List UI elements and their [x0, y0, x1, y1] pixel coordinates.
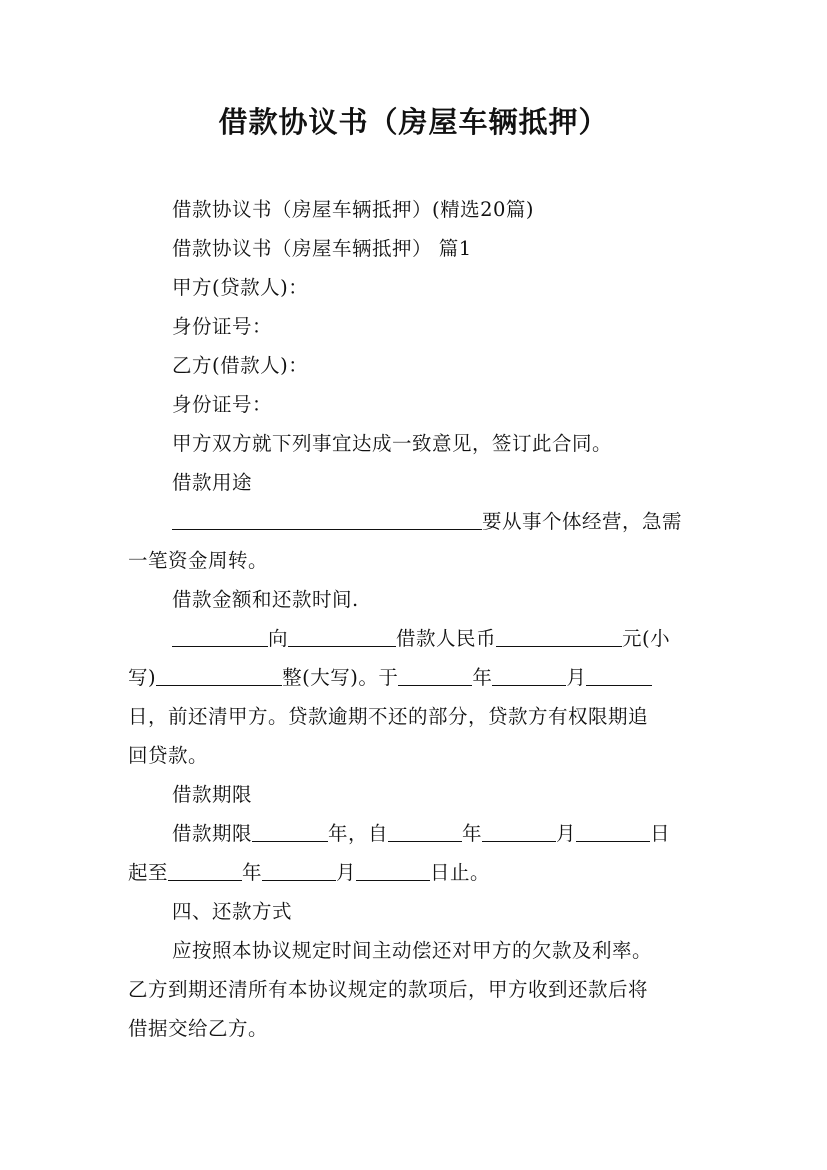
year-text: 年: [472, 666, 493, 689]
loan-term-line-1: [128, 820, 752, 848]
repayment-method-text-continued: 乙方到期还清所有本协议规定的款项后，甲方收到还款后将: [128, 978, 649, 1001]
month-blank: [492, 665, 566, 686]
loan-amount-line-1: [128, 625, 752, 653]
agreement-statement-text: 甲方双方就下列事宜达成一致意见，签订此合同。: [172, 432, 613, 455]
repayment-method-heading-text: 四、还款方式: [172, 900, 293, 923]
start-month-text: 月: [556, 822, 577, 845]
purpose-text-continued: 一笔资金周转。: [128, 549, 269, 572]
subtitle-text: 借款协议书（房屋车辆抵押）(精选20篇): [172, 198, 535, 221]
month-text: 月: [566, 666, 587, 689]
lender-name-blank: [172, 626, 268, 647]
loan-purpose-line-2: [128, 547, 708, 575]
year-blank: [398, 665, 472, 686]
amount-figures-blank: [496, 626, 622, 647]
amount-words-blank: [156, 665, 282, 686]
subtitle-line: [128, 196, 752, 224]
borrow-rmb-text: 借款人民币: [396, 627, 497, 650]
lender-id-text: 身份证号：: [172, 315, 273, 338]
year-from-text: 年，自: [328, 822, 389, 845]
end-day-blank: [356, 860, 430, 881]
loan-term-text: 借款期限: [172, 822, 253, 845]
repayment-method-line-2: [128, 976, 708, 1004]
repay-clause-text: 日，前还清甲方。贷款逾期不还的部分，贷款方有权限期追: [128, 705, 649, 728]
figures-close-text: 写): [128, 666, 157, 689]
start-month-blank: [482, 821, 556, 842]
borrower-name-blank: [288, 626, 396, 647]
repayment-method-line-3: [128, 1015, 708, 1043]
borrower-id-label: [128, 391, 752, 419]
loan-term-line-2: [128, 859, 708, 887]
start-day-text: 日: [650, 822, 671, 845]
start-day-blank: [576, 821, 650, 842]
yuan-text: 元(小: [622, 627, 671, 650]
lender-label-text: 甲方(贷款人)：: [172, 276, 309, 299]
loan-term-heading-text: 借款期限: [172, 783, 253, 806]
purpose-blank: [172, 509, 482, 530]
start-year-blank: [388, 821, 462, 842]
end-month-text: 月: [336, 861, 357, 884]
to-text: 向: [268, 627, 289, 650]
purpose-text: 要从事个体经营，急需: [482, 510, 683, 533]
end-year-blank: [168, 860, 242, 881]
loan-amount-heading: [128, 586, 752, 614]
start-year-text: 年: [462, 822, 483, 845]
loan-purpose-line-1: [128, 508, 752, 536]
loan-term-heading: [128, 781, 752, 809]
loan-amount-line-3: [128, 703, 708, 731]
loan-purpose-heading-text: 借款用途: [172, 471, 253, 494]
loan-amount-line-4: [128, 742, 708, 770]
section-heading: [128, 235, 752, 263]
borrower-id-text: 身份证号：: [172, 393, 273, 416]
borrower-label: [128, 352, 752, 380]
repayment-method-text: 应按照本协议规定时间主动偿还对甲方的欠款及利率。: [172, 939, 653, 962]
loan-amount-line-2: [128, 664, 708, 692]
document-title: 借款协议书（房屋车辆抵押）: [218, 105, 609, 139]
section-heading-text: 借款协议书（房屋车辆抵押） 篇1: [172, 237, 472, 260]
loan-amount-heading-text: 借款金额和还款时间.: [172, 588, 359, 611]
in-words-text: 整(大写)。于: [282, 666, 399, 689]
lender-label: [128, 274, 752, 302]
term-years-blank: [252, 821, 328, 842]
repay-clause-text-continued: 回贷款。: [128, 744, 209, 767]
borrower-label-text: 乙方(借款人)：: [172, 354, 309, 377]
agreement-statement: [128, 430, 752, 458]
loan-purpose-heading: [128, 469, 752, 497]
repayment-method-text-end: 借据交给乙方。: [128, 1017, 269, 1040]
repayment-method-heading: [128, 898, 752, 926]
end-day-text: 日止。: [430, 861, 491, 884]
end-month-blank: [262, 860, 336, 881]
repayment-method-line-1: [128, 937, 752, 965]
lender-id-label: [128, 313, 752, 341]
day-blank: [586, 665, 652, 686]
end-year-text: 年: [242, 861, 263, 884]
until-text: 起至: [128, 861, 169, 884]
